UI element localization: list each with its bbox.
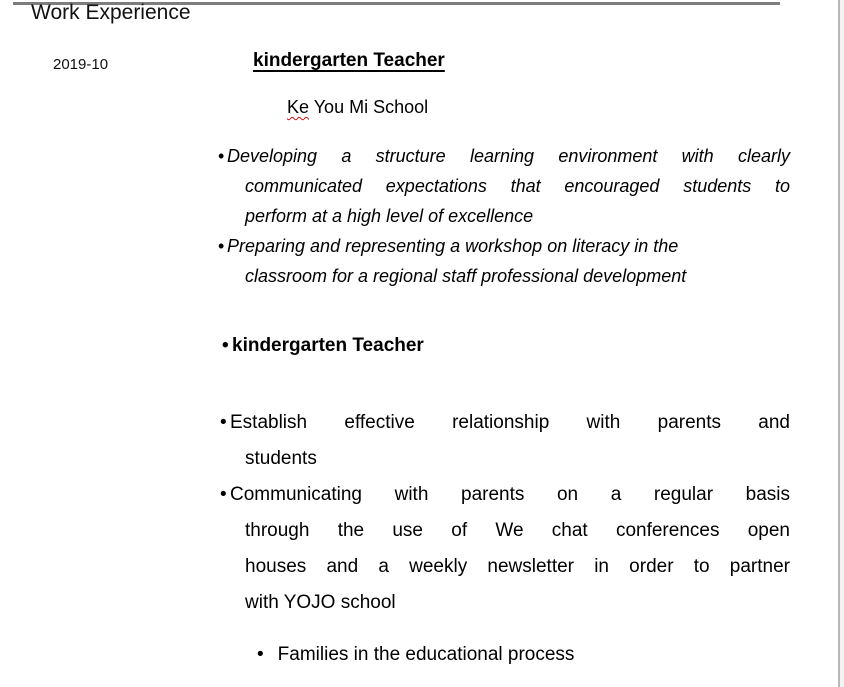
bullet-icon: • xyxy=(218,146,225,166)
list-line xyxy=(218,231,790,261)
school-name-misspelled-word: Ke xyxy=(287,97,310,117)
list-line-text: Developing a structure learning environment with clearly xyxy=(227,146,790,166)
bullet-icon: • xyxy=(218,236,225,256)
school-name xyxy=(287,97,428,118)
list-line-text: classroom for a regional staff professional development xyxy=(245,266,687,286)
responsibilities-italic-list xyxy=(218,141,790,291)
bullet-icon: • xyxy=(220,412,227,433)
list-line-text: through the use of We chat conferences open xyxy=(245,520,790,541)
list-line-text: with YOJO school xyxy=(245,592,396,613)
list-line-text: students xyxy=(245,448,317,469)
bullet-icon: • xyxy=(220,484,227,505)
list-line xyxy=(220,441,790,477)
list-line xyxy=(218,261,790,291)
school-name-rest: You Mi School xyxy=(309,97,429,117)
list-line-text: Preparing and representing a workshop on literacy in the xyxy=(227,236,679,256)
job-title: kindergarten Teacher xyxy=(253,50,445,71)
list-line xyxy=(220,477,790,513)
list-line-text: communicated expectations that encouraged students to xyxy=(245,176,790,196)
page-edge-strip xyxy=(840,0,844,687)
list-line xyxy=(218,171,790,201)
list-line-text: perform at a high level of excellence xyxy=(245,206,534,226)
list-line xyxy=(218,141,790,171)
list-line-text: houses and a weekly newsletter in order to partner xyxy=(245,556,790,577)
nested-bullet-families xyxy=(257,641,574,668)
list-line xyxy=(220,585,790,621)
list-line xyxy=(218,201,790,231)
page-right-border xyxy=(838,0,840,687)
job-subtitle-bullet xyxy=(222,332,802,359)
section-heading: Work Experience xyxy=(31,1,191,24)
bullet-icon: • xyxy=(222,335,229,356)
job-subtitle-text: kindergarten Teacher xyxy=(232,335,424,356)
list-line xyxy=(220,405,790,441)
list-line-text: Communicating with parents on a regular basis xyxy=(230,484,790,505)
nested-bullet-text: Families in the educational process xyxy=(277,644,575,665)
list-line xyxy=(220,513,790,549)
entry-date: 2019-10 xyxy=(53,56,109,73)
bullet-icon: • xyxy=(257,644,264,665)
list-line xyxy=(220,549,790,585)
list-line-text: Establish effective relationship with parents and xyxy=(230,412,790,433)
duties-list xyxy=(220,405,790,621)
